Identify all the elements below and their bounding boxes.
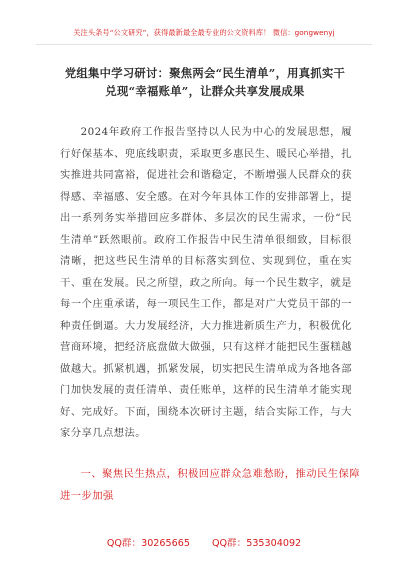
document-title: 党组集中学习研讨：聚焦两会“民生清单”，用真抓实干兑现“幸福账单”，让群众共享发展成果 bbox=[64, 66, 346, 98]
body-paragraph: 2024年政府工作报告坚持以人民为中心的发展思想，履行好保基本、兜底线职责，采取更多惠民生、暖民心举措，扎实推进共同富裕，促进社会和谐稳定，不断增强人民群众的获得感、幸福感、安全感。在对今年具体工作的安排部署上，提出一系列务实举措回应多群体、多层次的民生需求，一份“民生清单”跃然眼前。政府工作报告中民生清单很细致，目标很清晰，把这些民生清单的目标落实到位、实现到位，重在实干、重在发展。民之所望，政之所向。每一个民生数字，就是每一个庄重承诺，每一项民生工作，都是对广大党员干部的一种责任倒逼。大力发展经济，大力推进新质生产力，积极优化营商环境，把经济底盘做大做强，只有这样才能把民生蛋糕越做越大。抓紧机遇，抓紧发展，切实把民生清单成为各地各部门加快发展的责任清单、责任账单，这样的民生清单才能实现好、完成好。下面，围绕本次研讨主题，结合实际工作，与大家分享几点想法。 bbox=[60, 126, 352, 439]
header-banner: 关注头条号“公文研究”，获得最新最全最专业的公文资料库！ 微信：gongwenyj bbox=[73, 28, 335, 37]
footer-qq-group-1: QQ群：30265665 bbox=[106, 538, 190, 549]
section-heading: 一、聚焦民生热点，积极回应群众急难愁盼，推动民生保障进一步加强 bbox=[60, 468, 361, 502]
footer bbox=[0, 535, 408, 549]
header-divider bbox=[36, 44, 372, 45]
footer-qq-group-2: QQ群：535304092 bbox=[211, 538, 302, 549]
